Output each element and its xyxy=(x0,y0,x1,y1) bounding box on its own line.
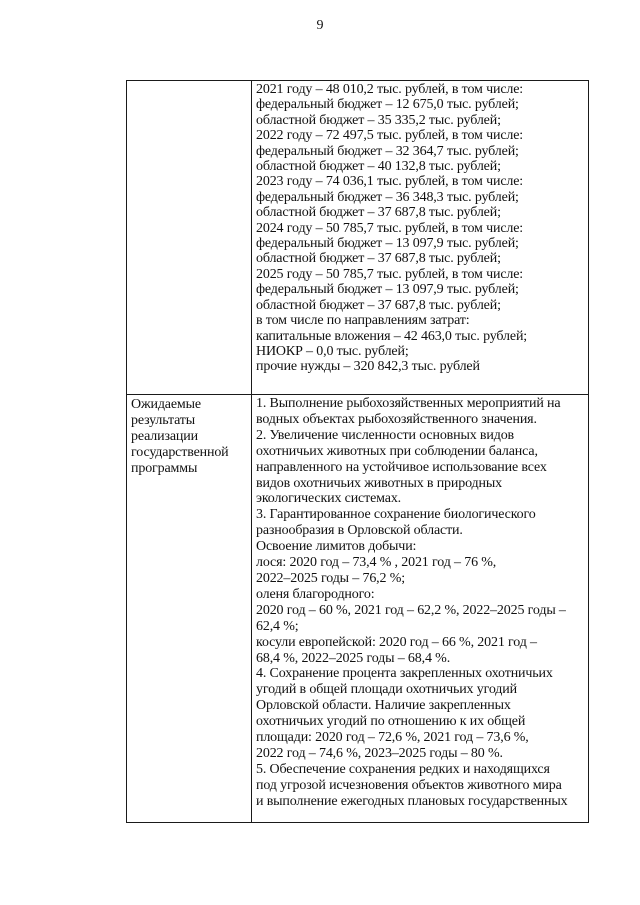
text-line: областной бюджет – 37 687,8 тыс. рублей; xyxy=(256,205,501,221)
text-line: федеральный бюджет – 12 675,0 тыс. рублей; xyxy=(256,97,519,113)
text-line: федеральный бюджет – 36 348,3 тыс. рублей; xyxy=(256,189,519,205)
text-line: 62,4 %; xyxy=(256,618,299,634)
text-line: НИОКР – 0,0 тыс. рублей; xyxy=(256,343,409,359)
text-line: областной бюджет – 40 132,8 тыс. рублей; xyxy=(256,159,501,175)
table-cell-label-empty xyxy=(127,81,252,395)
page-number: 9 xyxy=(316,18,324,33)
text-line: площади: 2020 год – 72,6 %, 2021 год – 73,6 %, xyxy=(256,730,529,746)
text-line: 5. Обеспечение сохранения редких и находящихся xyxy=(256,761,550,777)
text-line: 68,4 %, 2022–2025 годы – 68,4 %. xyxy=(256,650,451,666)
text-line: охотничьих угодий по отношению к их общей xyxy=(256,714,526,730)
text-line: 2021 году – 48 010,2 тыс. рублей, в том числе: xyxy=(256,82,524,97)
text-line: разнообразия в Орловской области. xyxy=(256,523,463,539)
program-passport-table xyxy=(126,80,589,823)
row-label xyxy=(127,395,251,477)
row-label-line: программы xyxy=(131,460,198,476)
text-line: областной бюджет – 37 687,8 тыс. рублей; xyxy=(256,297,501,313)
row-label-line: результаты xyxy=(131,412,196,428)
table-cell-results xyxy=(252,395,589,823)
text-line: 2022 год – 74,6 %, 2023–2025 годы – 80 %. xyxy=(256,745,503,761)
text-line: под угрозой исчезновения объектов животного мира xyxy=(256,777,562,793)
text-line: областной бюджет – 37 687,8 тыс. рублей; xyxy=(256,251,501,267)
text-line: 2024 году – 50 785,7 тыс. рублей, в том числе: xyxy=(256,220,524,236)
text-line: Освоение лимитов добычи: xyxy=(256,539,417,555)
text-line: федеральный бюджет – 13 097,9 тыс. рублей; xyxy=(256,236,519,252)
text-line: 1. Выполнение рыбохозяйственных мероприятий на xyxy=(256,396,561,411)
text-line: и выполнение ежегодных плановых государственных xyxy=(256,793,568,809)
text-line: 2022–2025 годы – 76,2 %; xyxy=(256,570,405,586)
text-line: в том числе по направлениям затрат: xyxy=(256,313,470,329)
table-row-expected-results xyxy=(127,395,589,823)
text-line: угодий в общей площади охотничьих угодий xyxy=(256,682,517,698)
results-text xyxy=(252,395,588,810)
text-line: лося: 2020 год – 73,4 % , 2021 год – 76 %, xyxy=(256,555,497,571)
text-line: направленного на устойчивое использование всех xyxy=(256,459,547,475)
text-line: 3. Гарантированное сохранение биологического xyxy=(256,507,536,523)
text-line: 2022 году – 72 497,5 тыс. рублей, в том числе: xyxy=(256,128,524,144)
text-line: видов охотничьих животных в природных xyxy=(256,475,502,491)
table-row-funding xyxy=(127,81,589,395)
text-line: капитальные вложения – 42 463,0 тыс. рублей; xyxy=(256,328,528,344)
text-line: 2. Увеличение численности основных видов xyxy=(256,427,515,443)
text-line: областной бюджет – 35 335,2 тыс. рублей; xyxy=(256,112,501,128)
row-label-line: государственной xyxy=(131,444,229,460)
table-cell-funding xyxy=(252,81,589,395)
row-label xyxy=(127,81,251,83)
text-line: косули европейской: 2020 год – 66 %, 2021 год – xyxy=(256,634,537,650)
text-line: 4. Сохранение процента закрепленных охотничьих xyxy=(256,666,553,682)
text-line: федеральный бюджет – 32 364,7 тыс. рублей; xyxy=(256,143,519,159)
text-line: федеральный бюджет – 13 097,9 тыс. рублей; xyxy=(256,282,519,298)
table-cell-label-results xyxy=(127,395,252,823)
row-label-line: Ожидаемые xyxy=(131,397,201,412)
text-line: экологических системах. xyxy=(256,491,402,507)
text-line: 2023 году – 74 036,1 тыс. рублей, в том числе: xyxy=(256,174,524,190)
text-line: оленя благородного: xyxy=(256,586,375,602)
text-line: прочие нужды – 320 842,3 тыс. рублей xyxy=(256,359,480,375)
text-line: 2025 году – 50 785,7 тыс. рублей, в том числе: xyxy=(256,266,524,282)
text-line: 2020 год – 60 %, 2021 год – 62,2 %, 2022–2025 годы – xyxy=(256,602,566,618)
text-line: охотничьих животных при соблюдении баланса, xyxy=(256,443,538,459)
row-label-line: реализации xyxy=(131,428,198,444)
funding-text xyxy=(252,81,588,375)
text-line: Орловской области. Наличие закрепленных xyxy=(256,698,511,714)
text-line: водных объектах рыбохозяйственного значения. xyxy=(256,411,537,427)
